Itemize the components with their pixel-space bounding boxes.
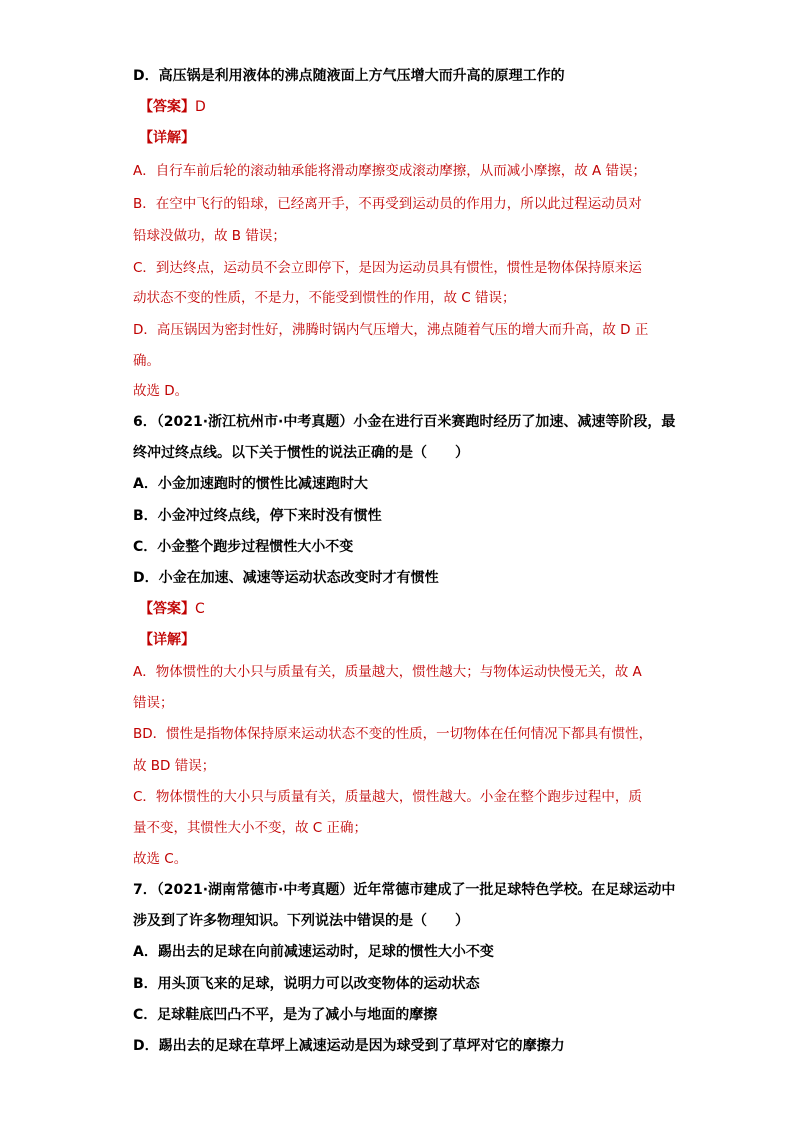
q6-stem-line1: 6．（2021·浙江杭州市·中考真题）小金在进行百米赛跑时经历了加速、减速等阶段，最 [133,414,676,430]
q6-detail-line: C．物体惯性的大小只与质量有关，质量越大，惯性越大。小金在整个跑步过程中，质 [133,789,642,805]
answer-value: C [195,601,205,617]
q6-detail-line: 量不变，其惯性大小不变，故 C 正确； [133,820,368,836]
q6-detail-label: 【详解】 [139,632,195,648]
q7-stem-line1: 7．（2021·湖南常德市·中考真题）近年常德市建成了一批足球特色学校。在足球运动中 [133,882,676,898]
q7-option-a: A．踢出去的足球在向前减速运动时，足球的惯性大小不变 [133,944,494,960]
q6-option-d: D．小金在加速、减速等运动状态改变时才有惯性 [133,570,439,586]
q7-option-c: C．足球鞋底凹凸不平，是为了减小与地面的摩擦 [133,1007,438,1023]
q6-option-b: B．小金冲过终点线，停下来时没有惯性 [133,508,382,524]
q5-detail-line: 铅球没做功，故 B 错误； [133,228,286,244]
q5-option-d: D．高压锅是利用液体的沸点随液面上方气压增大而升高的原理工作的 [133,68,565,84]
q6-stem-line2: 终冲过终点线。以下关于惯性的说法正确的是（ ） [133,445,469,461]
q5-detail-line: 动状态不变的性质，不是力，不能受到惯性的作用，故 C 错误； [133,290,516,306]
q6-answer [139,599,205,620]
q6-option-c: C．小金整个跑步过程惯性大小不变 [133,539,354,555]
q7-stem-line2: 涉及到了许多物理知识。下列说法中错误的是（ ） [133,913,469,929]
q5-detail-label: 【详解】 [139,130,195,146]
q6-detail-line: 故选 C。 [133,851,188,867]
q7-option-d: D．踢出去的足球在草坪上减速运动是因为球受到了草坪对它的摩擦力 [133,1038,565,1054]
q6-detail-line: A．物体惯性的大小只与质量有关，质量越大，惯性越大；与物体运动快慢无关，故 A [133,664,642,680]
q5-detail-line: C．到达终点，运动员不会立即停下，是因为运动员具有惯性，惯性是物体保持原来运 [133,260,642,276]
q6-detail-line: 错误； [133,695,174,711]
q5-detail-line: 确。 [133,353,160,369]
q7-option-b: B．用头顶飞来的足球，说明力可以改变物体的运动状态 [133,976,480,992]
q5-detail-line: D．高压锅因为密封性好，沸腾时锅内气压增大，沸点随着气压的增大而升高，故 D 正 [133,322,649,338]
answer-label: 【答案】 [139,99,195,115]
q5-detail-line: A．自行车前后轮的滚动轴承能将滑动摩擦变成滚动摩擦，从而减小摩擦，故 A 错误； [133,163,647,179]
q6-option-a: A．小金加速跑时的惯性比减速跑时大 [133,476,368,492]
q5-detail-line: B．在空中飞行的铅球，已经离开手，不再受到运动员的作用力，所以此过程运动员对 [133,196,642,212]
q5-answer [139,97,206,118]
q5-detail-line: 故选 D。 [133,383,189,399]
answer-label: 【答案】 [139,601,195,617]
q6-detail-line: BD．惯性是指物体保持原来运动状态不变的性质，一切物体在任何情况下都具有惯性， [133,726,653,742]
answer-value: D [195,99,206,115]
q6-detail-line: 故 BD 错误； [133,758,216,774]
